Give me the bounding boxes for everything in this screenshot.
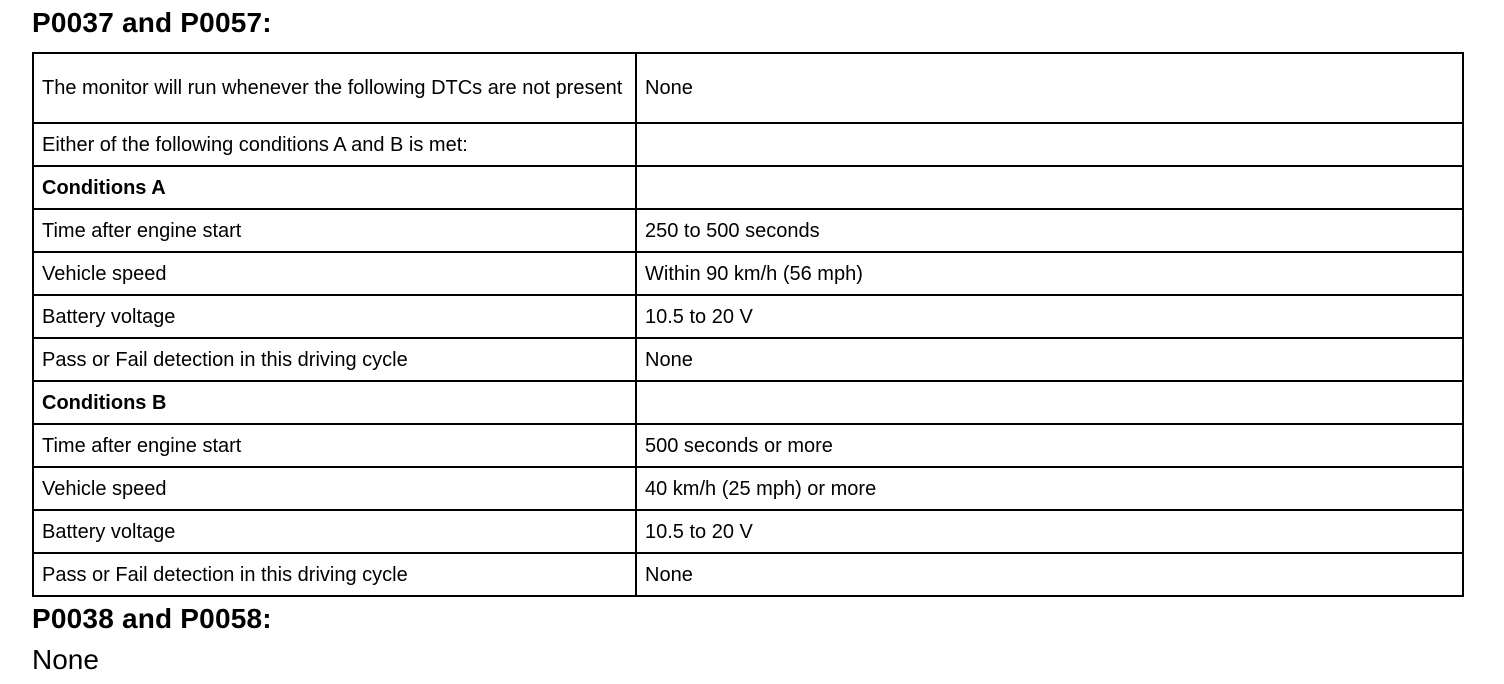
row-value (636, 123, 1463, 166)
table-row (33, 295, 1463, 338)
table-row (33, 123, 1463, 166)
row-value: Within 90 km/h (56 mph) (636, 252, 1463, 295)
table-row (33, 166, 1463, 209)
row-value: None (636, 338, 1463, 381)
row-label: Pass or Fail detection in this driving cycle (33, 553, 636, 596)
section-heading-p0037-p0057: P0037 and P0057: (32, 7, 272, 38)
row-label: Time after engine start (33, 424, 636, 467)
row-label: The monitor will run whenever the following DTCs are not present (33, 53, 636, 123)
section-body-text: None (32, 644, 99, 675)
row-value: 250 to 500 seconds (636, 209, 1463, 252)
row-value (636, 166, 1463, 209)
row-value: None (636, 53, 1463, 123)
row-value (636, 381, 1463, 424)
row-label: Battery voltage (33, 510, 636, 553)
conditions-a-label: Conditions A (33, 166, 636, 209)
table-row (33, 553, 1463, 596)
table-row (33, 53, 1463, 123)
row-value: 10.5 to 20 V (636, 295, 1463, 338)
table-row (33, 424, 1463, 467)
conditions-b-label: Conditions B (33, 381, 636, 424)
table-row (33, 467, 1463, 510)
table-row (33, 381, 1463, 424)
conditions-table (32, 52, 1464, 597)
section-heading-p0038-p0058: P0038 and P0058: (32, 603, 272, 634)
row-label: Time after engine start (33, 209, 636, 252)
row-label: Vehicle speed (33, 467, 636, 510)
row-label: Battery voltage (33, 295, 636, 338)
table-row (33, 510, 1463, 553)
row-label: Pass or Fail detection in this driving cycle (33, 338, 636, 381)
row-value: None (636, 553, 1463, 596)
row-value: 40 km/h (25 mph) or more (636, 467, 1463, 510)
row-label: Either of the following conditions A and B is met: (33, 123, 636, 166)
row-value: 500 seconds or more (636, 424, 1463, 467)
table-row (33, 338, 1463, 381)
table-row (33, 209, 1463, 252)
row-label: Vehicle speed (33, 252, 636, 295)
table-row (33, 252, 1463, 295)
row-value: 10.5 to 20 V (636, 510, 1463, 553)
